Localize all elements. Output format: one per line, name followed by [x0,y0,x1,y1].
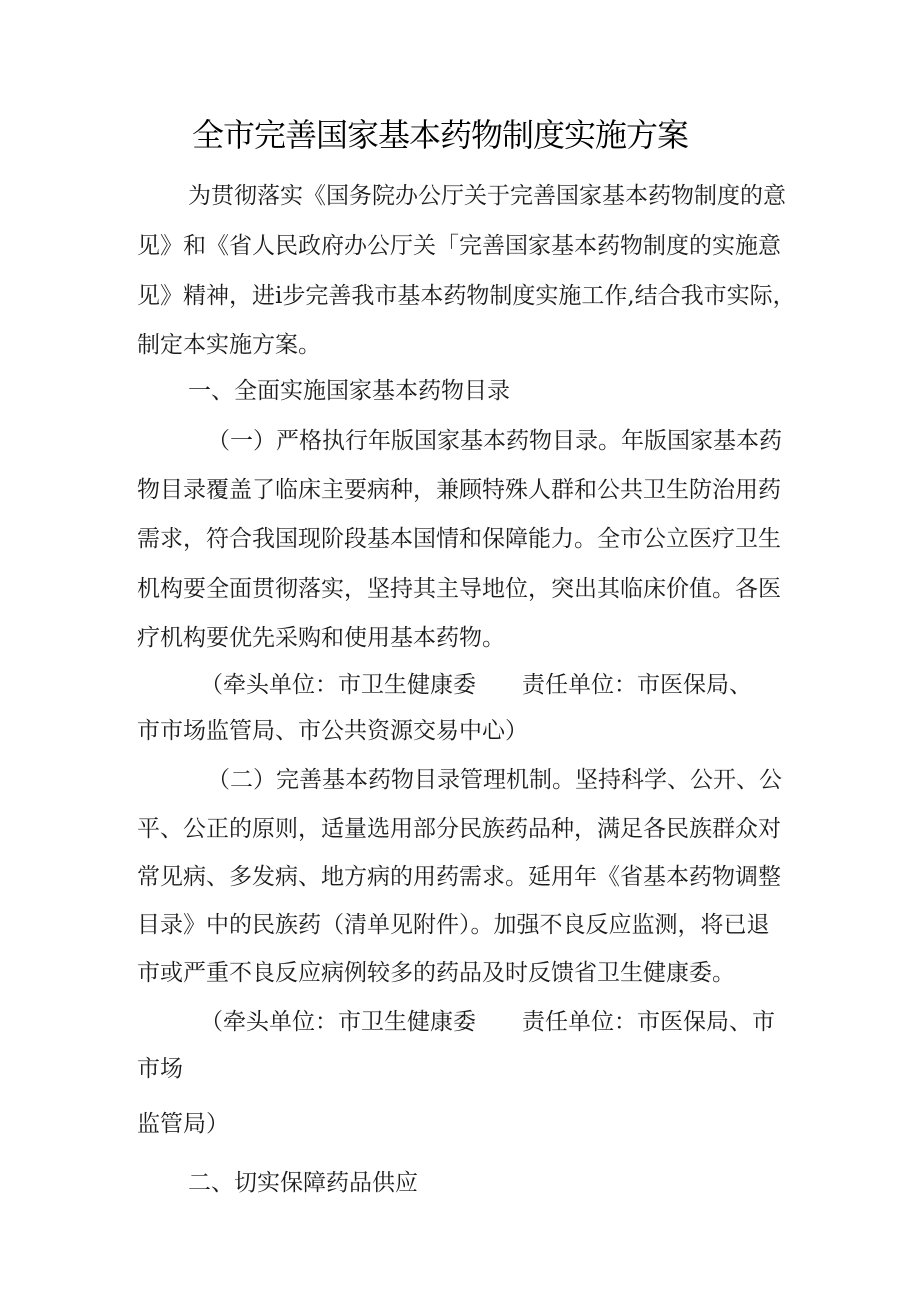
section-heading: 二、切实保障药品供应 [188,1170,418,1196]
paragraph-line: 机构要全面贯彻落实，坚持其主导地位，突出其临床价值。各医 [137,576,781,602]
responsibility-line: （牵头单位：市卫生健康委 责任单位：市医保局、 [200,672,752,698]
responsibility-line: 监管局） [137,1111,229,1137]
paragraph-line: 需求，符合我国现阶段基本国情和保障能力。全市公立医疗卫生 [137,526,781,552]
paragraph-line: 为贯彻落实《国务院办公厅关于完善国家基本药物制度的意 [188,183,786,209]
paragraph-line: 常见病、多发病、地方病的用药需求。延用年《省基本药物调整 [137,864,781,890]
paragraph-line: 市或严重不良反应病例较多的药品及时反馈省卫生健康委。 [137,960,735,986]
responsibility-line: 市场 [137,1056,183,1082]
paragraph-line: 目录》中的民族药（清单见附件）。加强不良反应监测，将已退 [137,912,770,938]
paragraph-line: 见》精神，进i步完善我市基本药物制度实施工作,结合我市实际， [137,283,796,309]
document-title: 全市完善国家基本药物制度实施方案 [191,116,688,154]
paragraph-line: （一）严格执行年版国家基本药物目录。年版国家基本药 [207,428,782,454]
paragraph-line: 疗机构要优先采购和使用基本药物。 [137,625,505,651]
paragraph-line: 制定本实施方案。 [137,332,321,358]
section-heading: 一、全面实施国家基本药物目录 [188,378,510,404]
paragraph-line: 见》和《省人民政府办公厅关「完善国家基本药物制度的实施意 [137,233,781,259]
paragraph-line: 平、公正的原则，适量选用部分民族药品种，满足各民族群众对 [137,816,781,842]
responsibility-line: 市市场监管局、市公共资源交易中心） [137,718,528,744]
paragraph-line: 物目录覆盖了临床主要病种，兼顾特殊人群和公共卫生防治用药 [137,477,781,503]
paragraph-line: （二）完善基本药物目录管理机制。坚持科学、公开、公 [207,767,782,793]
responsibility-line: （牵头单位：市卫生健康委 责任单位：市医保局、市 [200,1009,775,1035]
